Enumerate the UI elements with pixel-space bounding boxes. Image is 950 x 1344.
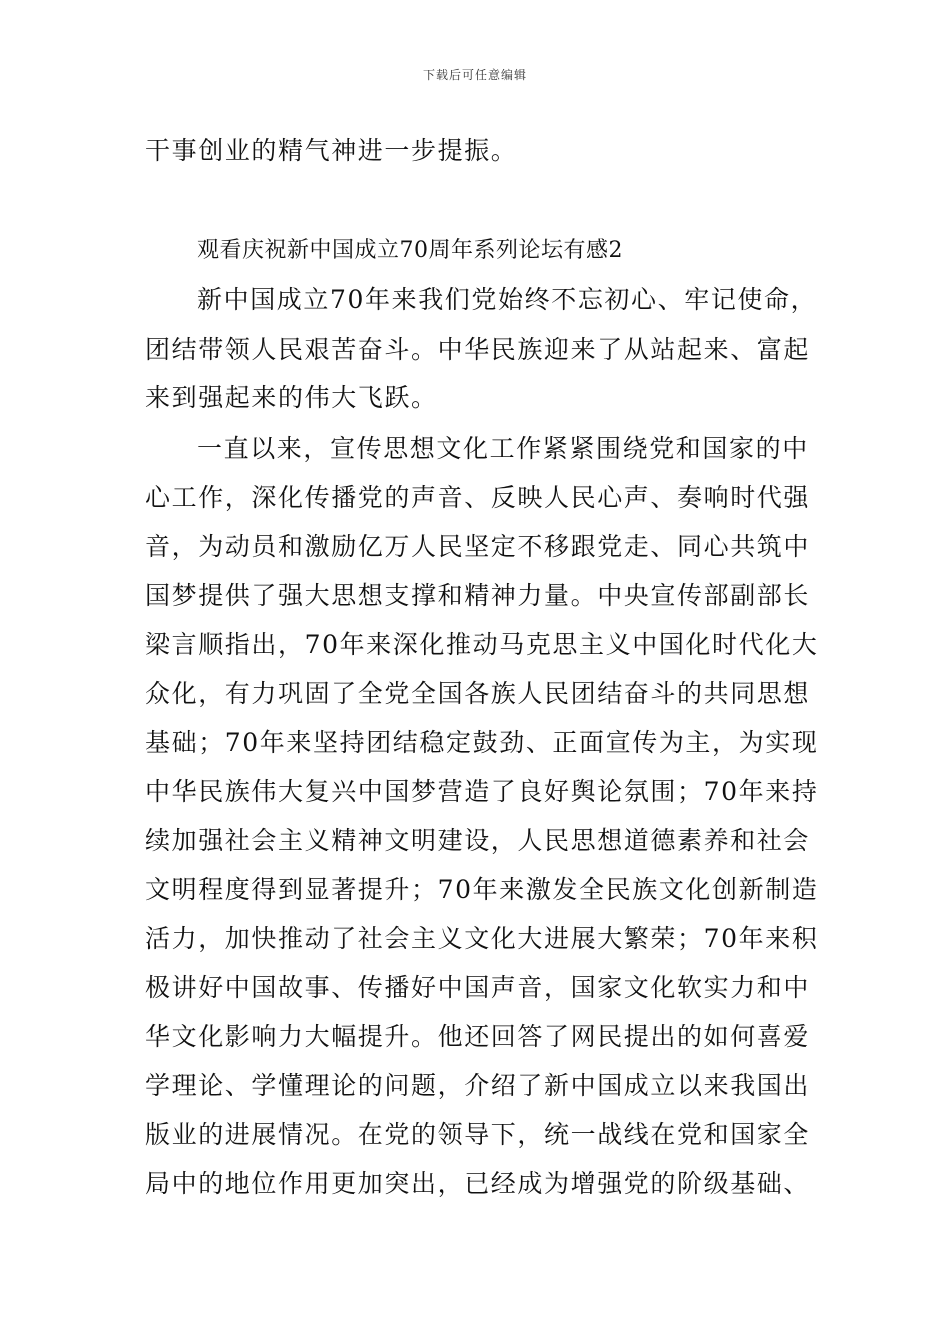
paragraph-line: 众化，有力巩固了全党全国各族人民团结奋斗的共同思想 <box>145 679 811 708</box>
paragraph-line: 一直以来，宣传思想文化工作紧紧围绕党和国家的中 <box>197 434 809 463</box>
paragraph-line: 音，为动员和激励亿万人民坚定不移跟党走、同心共筑中 <box>145 532 811 561</box>
paragraph-line: 学理论、学懂理论的问题，介绍了新中国成立以来我国出 <box>145 1071 811 1100</box>
paragraph-line: 来到强起来的伟大飞跃。 <box>145 383 438 412</box>
section-title: 观看庆祝新中国成立70周年系列论坛有感2 <box>197 238 623 263</box>
paragraph-line: 新中国成立70年来我们党始终不忘初心、牢记使命， <box>197 285 818 314</box>
paragraph-line: 梁言顺指出，70年来深化推动马克思主义中国化时代化大 <box>145 630 819 659</box>
paragraph-line: 文明程度得到显著提升；70年来激发全民族文化创新制造 <box>145 875 819 904</box>
paragraph-line: 团结带领人民艰苦奋斗。中华民族迎来了从站起来、富起 <box>145 335 811 364</box>
paragraph-line: 活力，加快推动了社会主义文化大进展大繁荣；70年来积 <box>145 924 819 953</box>
paragraph-line: 版业的进展情况。在党的领导下，统一战线在党和国家全 <box>145 1120 811 1149</box>
paragraph-line: 续加强社会主义精神文明建设，人民思想道德素养和社会 <box>145 826 811 855</box>
paragraph-line: 华文化影响力大幅提升。他还回答了网民提出的如何喜爱 <box>145 1022 811 1051</box>
paragraph-line: 基础；70年来坚持团结稳定鼓劲、正面宣传为主，为实现 <box>145 728 819 757</box>
page-header-note: 下载后可任意编辑 <box>422 68 527 82</box>
paragraph-line: 国梦提供了强大思想支撑和精神力量。中央宣传部副部长 <box>145 581 811 610</box>
text-line: 干事创业的精气神进一步提振。 <box>145 136 518 165</box>
paragraph-line: 极讲好中国故事、传播好中国声音，国家文化软实力和中 <box>145 973 811 1002</box>
paragraph-line: 中华民族伟大复兴中国梦营造了良好舆论氛围；70年来持 <box>145 777 819 806</box>
paragraph-line: 心工作，深化传播党的声音、反映人民心声、奏响时代强 <box>145 483 811 512</box>
paragraph-line: 局中的地位作用更加突出，已经成为增强党的阶级基础、 <box>145 1169 811 1198</box>
